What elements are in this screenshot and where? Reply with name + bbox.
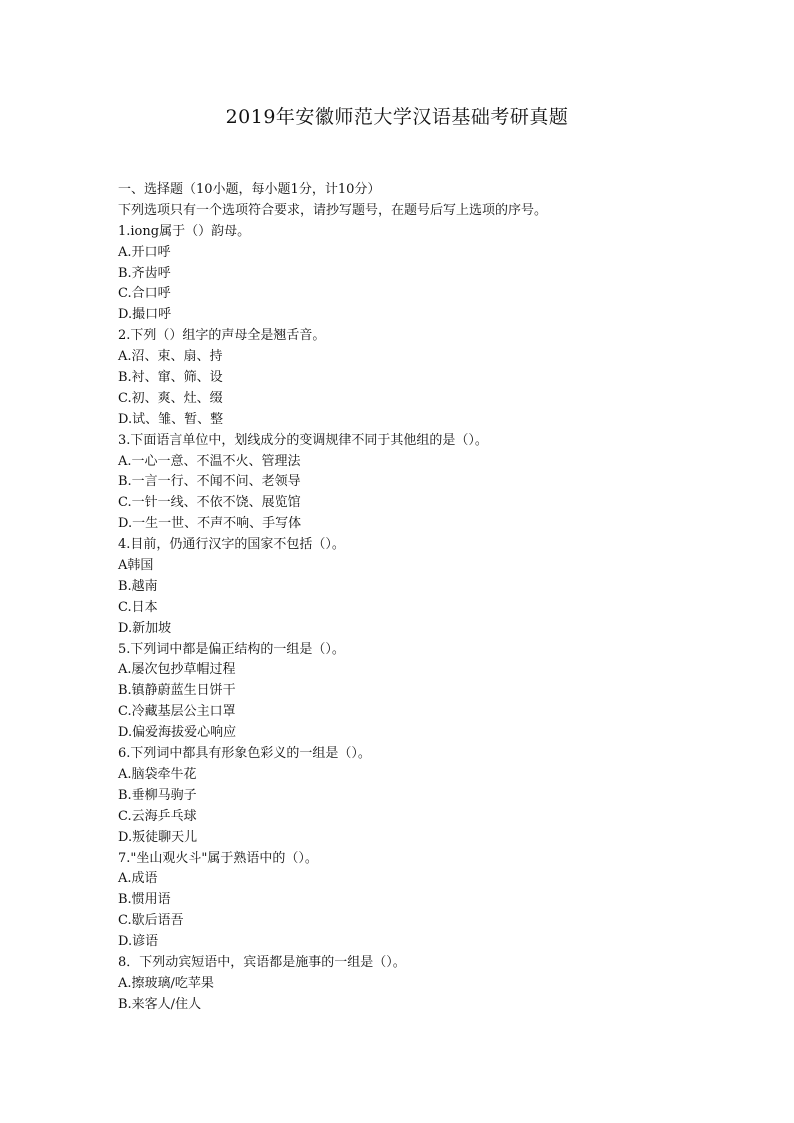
text-line: B.镇静蔚蓝生日饼干 <box>118 683 236 699</box>
text-line: A.沼、束、扇、持 <box>118 349 223 365</box>
text-line: 4.目前，仍通行汉字的国家不包括（）。 <box>118 537 345 553</box>
text-line: C.云海乒乓球 <box>118 808 197 824</box>
text-line: D.新加坡 <box>118 620 172 636</box>
text-line: D.试、雏、暂、整 <box>118 411 224 427</box>
text-line: C.合口呼 <box>118 286 171 302</box>
text-line: A.开口呼 <box>118 244 171 260</box>
text-line: 一、选择题（10小题，每小题1分，计10分） <box>118 182 381 197</box>
text-line: 2.下列（）组字的声母全是翘舌音。 <box>118 328 326 344</box>
text-line: A.成语 <box>118 871 158 887</box>
document-body <box>118 180 758 1016</box>
text-line: C.初、爽、灶、缀 <box>118 390 223 406</box>
text-line: A韩国 <box>118 558 154 574</box>
text-line: C.冷藏基层公主口罩 <box>118 704 236 720</box>
text-line: B.衬、窜、筛、设 <box>118 370 223 386</box>
text-line: 3.下面语言单位中，划线成分的变调规律不同于其他组的是（）。 <box>118 432 488 448</box>
text-line: B.一言一行、不闻不问、老领导 <box>118 474 301 490</box>
text-line: D.叛徒聊天儿 <box>118 829 198 845</box>
text-line: A.屡次包抄草帽过程 <box>118 662 236 678</box>
text-line: C.一针一线、不依不饶、展览馆 <box>118 495 301 511</box>
text-line: 1.iong属于（）韵母。 <box>118 223 251 239</box>
text-line: C.日本 <box>118 599 158 615</box>
text-line: D.撮口呼 <box>118 307 172 323</box>
text-line: 5.下列词中都是偏正结构的一组是（）。 <box>118 641 345 657</box>
text-line: C.歇后语吾 <box>118 913 184 929</box>
text-line: B.齐齿呼 <box>118 265 171 281</box>
document-title: 2019年安徽师范大学汉语基础考研真题 <box>225 106 569 128</box>
text-line: A.脑袋牵牛花 <box>118 766 197 782</box>
text-line: B.垂柳马驹子 <box>118 787 197 803</box>
text-line: D.谚语 <box>118 934 159 950</box>
text-line: B.惯用语 <box>118 892 171 908</box>
text-line: 下列选项只有一个选项符合要求，请抄写题号，在题号后写上选项的序号。 <box>118 202 548 218</box>
text-line: A.擦玻璃/吃苹果 <box>118 975 214 991</box>
text-line: D.一生一世、不声不响、手写体 <box>118 516 302 532</box>
text-line: A.一心一意、不温不火、管理法 <box>118 453 301 469</box>
text-line: B.越南 <box>118 578 158 594</box>
text-line: 6.下列词中都具有形象色彩义的一组是（）。 <box>118 746 371 762</box>
text-line: B.来客人/住人 <box>118 996 202 1012</box>
text-line: 8．下列动宾短语中，宾语都是施事的一组是（）。 <box>118 954 406 970</box>
text-line: 7."坐山观火斗"属于熟语中的（）。 <box>118 850 318 866</box>
text-line: D.偏爱海拔爱心响应 <box>118 725 237 741</box>
